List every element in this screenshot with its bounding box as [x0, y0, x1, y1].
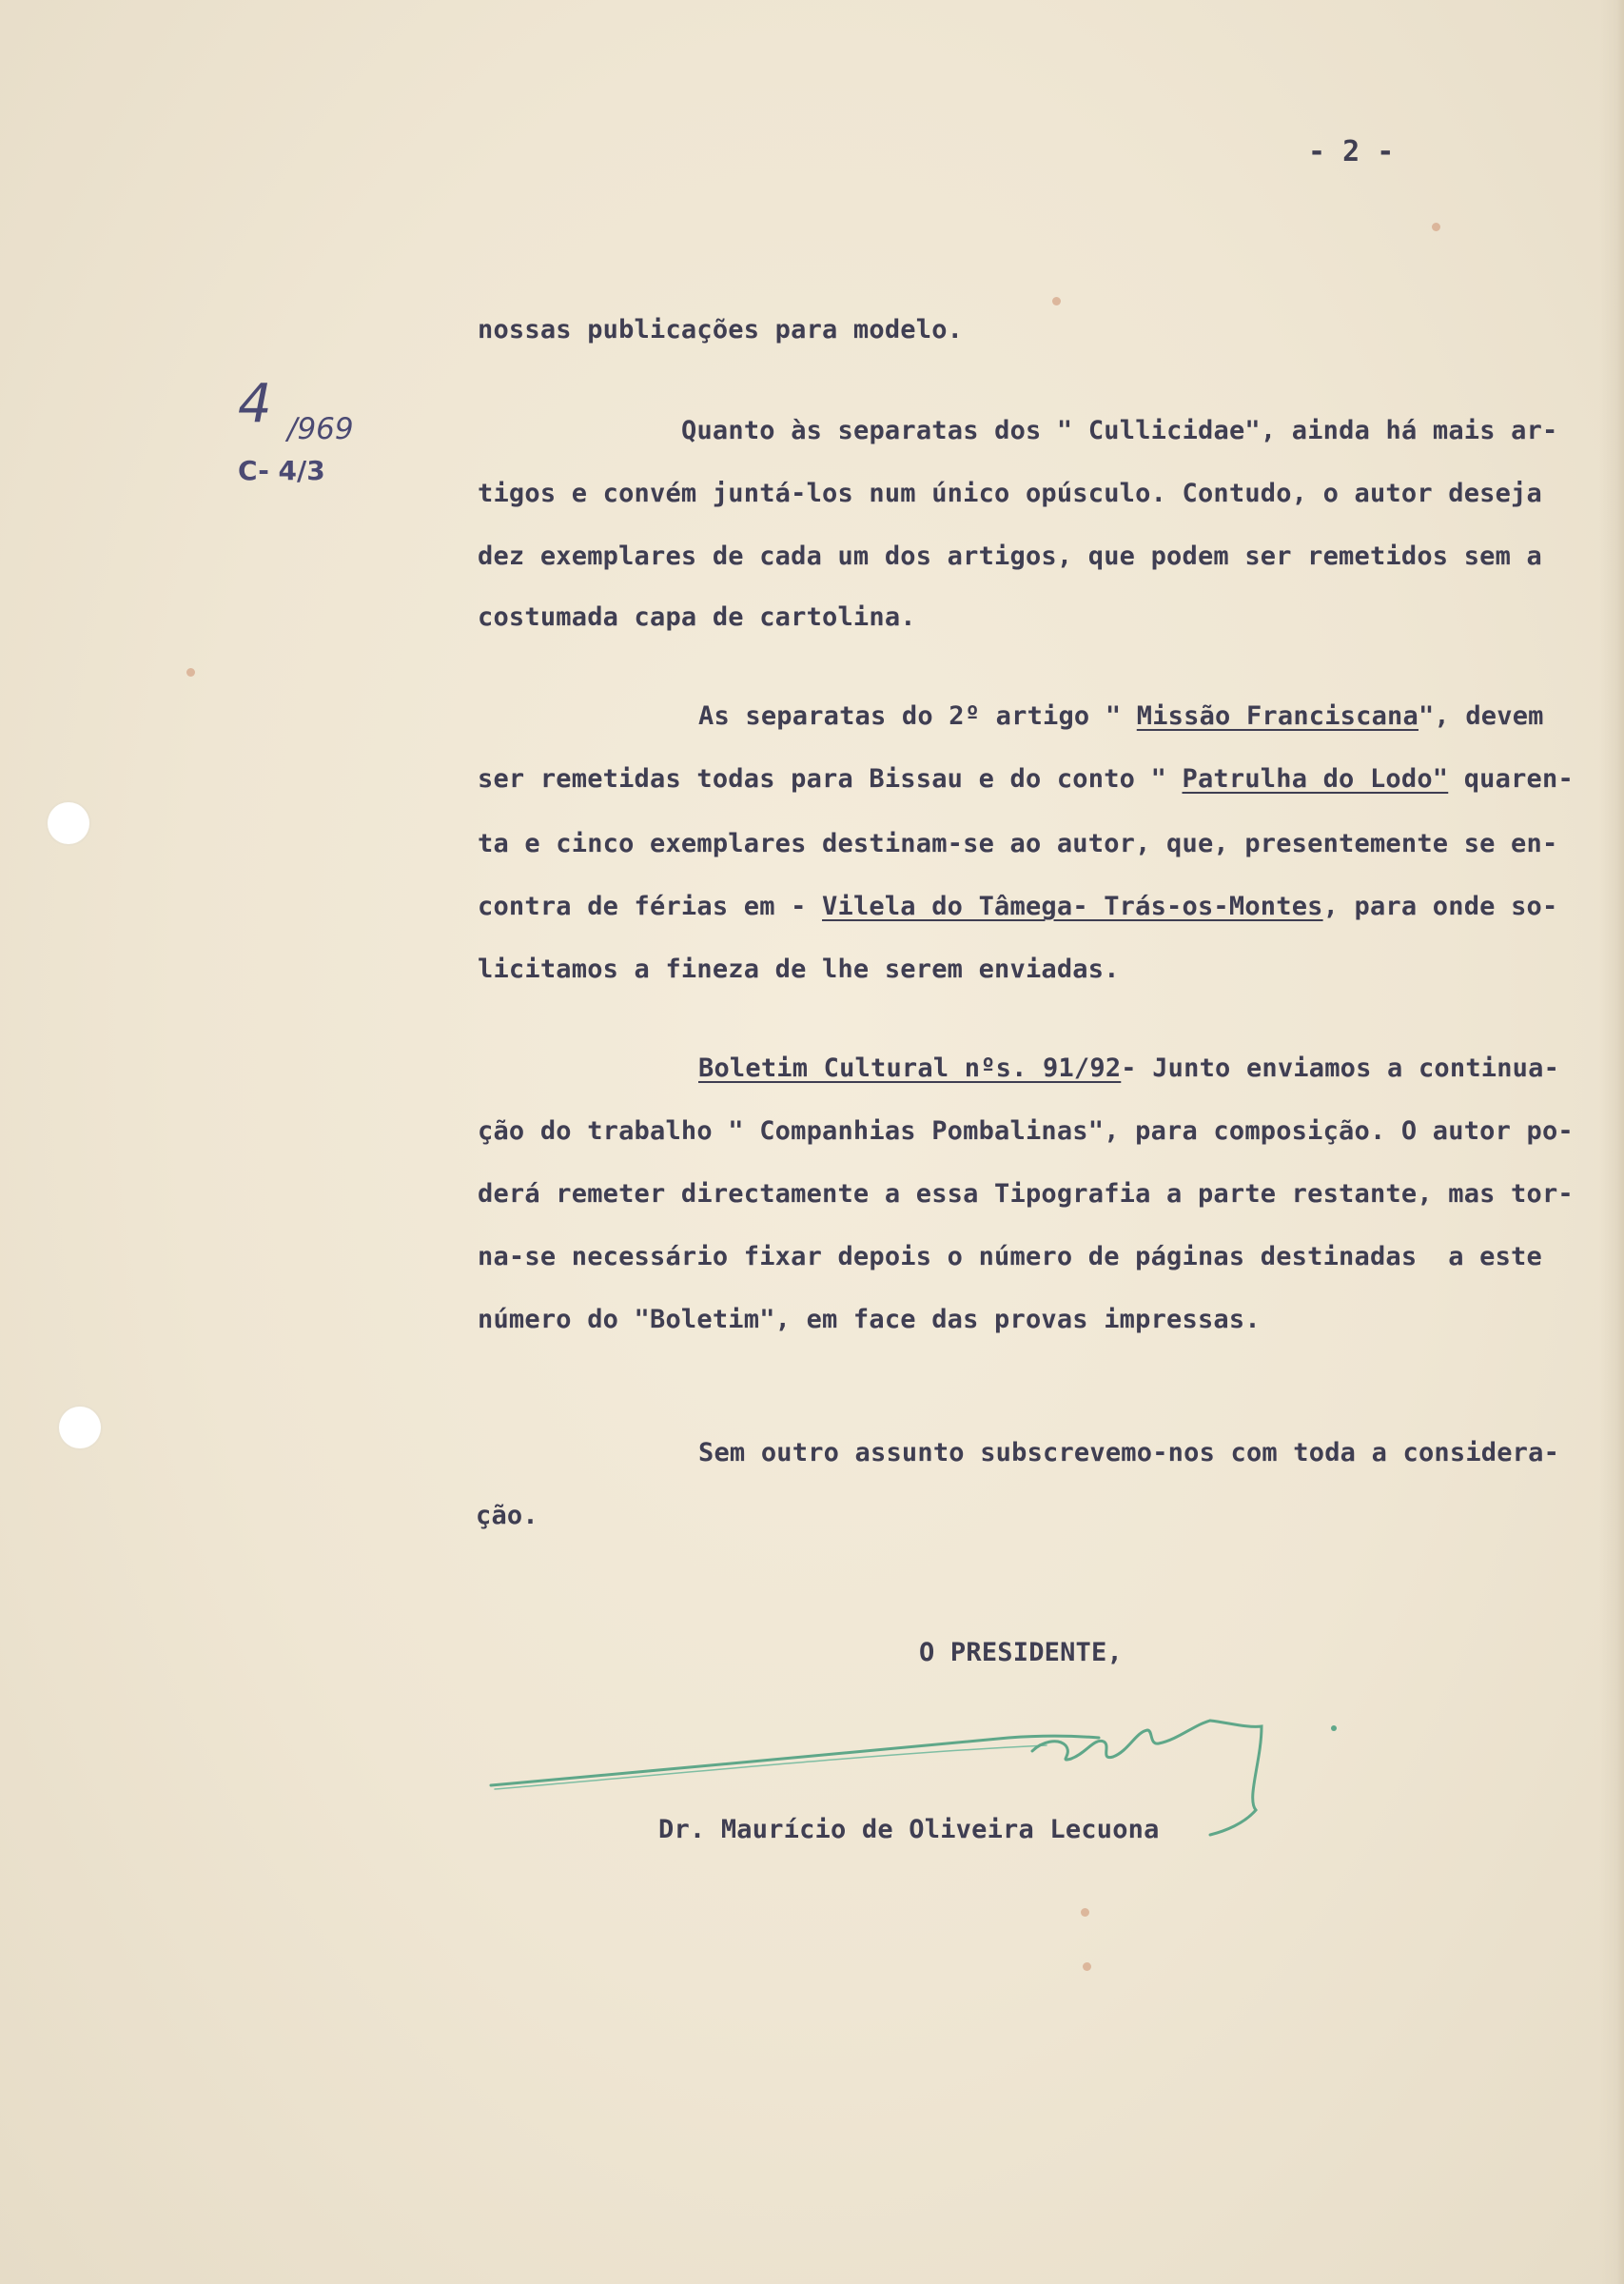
paragraph-line: ser remetidas todas para Bissau e do conto " Patrulha do Lodo" quaren- [478, 764, 1574, 794]
underlined-title: Patrulha do Lodo" [1182, 764, 1449, 794]
paragraph-line: ção. [476, 1501, 538, 1530]
paper-stain [186, 668, 195, 677]
margin-ref-code: C- 4/3 [238, 455, 325, 486]
paragraph-line: costumada capa de cartolina. [478, 602, 916, 632]
paragraph-line: Sem outro assunto subscrevemo-nos com toda a considera- [698, 1438, 1560, 1467]
paragraph-line: licitamos a fineza de lhe serem enviadas. [478, 955, 1120, 984]
paper-edge [1599, 0, 1624, 2284]
punch-hole-bottom [59, 1407, 101, 1448]
paragraph-line: ta e cinco exemplares destinam-se ao autor, que, presentemente se en- [478, 829, 1558, 858]
paragraph-line: dez exemplares de cada um dos artigos, que podem ser remetidos sem a [478, 541, 1542, 571]
signatory-name: Dr. Maurício de Oliveira Lecuona [658, 1815, 1160, 1844]
paragraph-line: Boletim Cultural nºs. 91/92- Junto enviamos a continua- [698, 1053, 1560, 1083]
paragraph-line: ção do trabalho " Companhias Pombalinas", para composição. O autor po- [478, 1116, 1574, 1146]
underlined-title: Boletim Cultural nºs. 91/92 [698, 1053, 1122, 1083]
paper-stain [1081, 1908, 1089, 1917]
paragraph-line: na-se necessário fixar depois o número de páginas destinadas a este [478, 1242, 1542, 1271]
page-number: - 2 - [1308, 135, 1395, 168]
paragraph-line: As separatas do 2º artigo " Missão Franciscana", devem [698, 701, 1544, 731]
margin-ref-digit: 4 [238, 373, 272, 435]
signatory-title: O PRESIDENTE, [919, 1638, 1123, 1667]
punch-hole-top [48, 802, 89, 844]
paragraph-line: tigos e convém juntá-los num único opúsculo. Contudo, o autor deseja [478, 479, 1542, 508]
underlined-place: Vilela do Tâmega- Trás-os-Montes [822, 892, 1323, 921]
underlined-title: Missão Franciscana [1136, 701, 1419, 731]
paragraph-line: derá remeter directamente a essa Tipografia a parte restante, mas tor- [478, 1179, 1574, 1209]
paper-stain [1083, 1962, 1091, 1971]
paper-stain [1432, 223, 1440, 231]
opening-line: nossas publicações para modelo. [478, 315, 964, 345]
margin-ref-year: /969 [287, 412, 354, 446]
paragraph-line: Quanto às separatas dos " Cullicidae", ainda há mais ar- [681, 416, 1558, 445]
paragraph-line: número do "Boletim", em face das provas impressas. [478, 1305, 1261, 1334]
paragraph-line: contra de férias em - Vilela do Tâmega- Trás-os-Montes, para onde so- [478, 892, 1558, 921]
paper-stain [1052, 297, 1061, 305]
